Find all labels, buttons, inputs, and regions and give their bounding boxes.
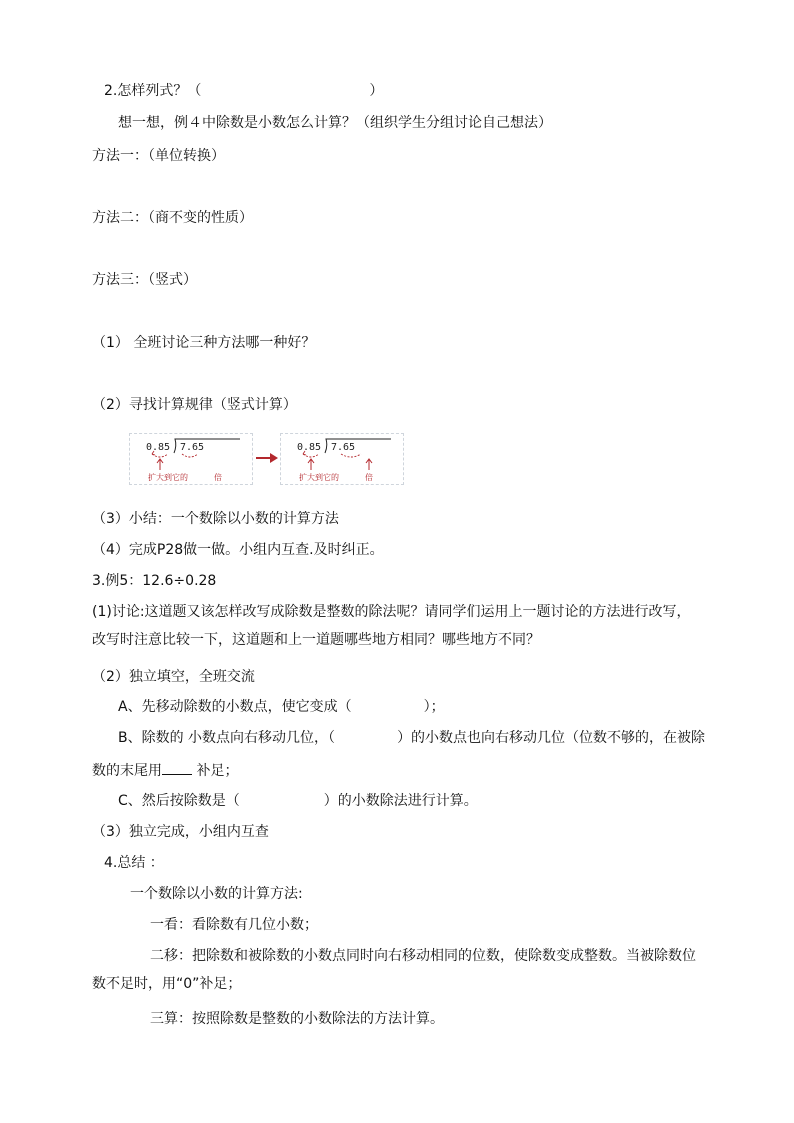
method-3: 方法三：（竖式） [92, 272, 197, 288]
summary-title: 4.总结 ： [104, 855, 164, 871]
item-a [118, 697, 445, 717]
item-b-text: B、除数的 小数点向右移动几位，（ [118, 730, 336, 746]
caption-left: 扩大到它的 [148, 473, 188, 482]
long-division-sketch [281, 434, 403, 484]
think-prompt: 想一想，例４中除数是小数怎么计算？（组织学生分组讨论自己想法） [118, 115, 552, 131]
step-2: （2）寻找计算规律（竖式计算） [92, 397, 297, 413]
summary-look: 一看：看除数有几位小数； [150, 917, 318, 933]
item-b-line2-end: 补足； [192, 763, 239, 779]
example-5-independent: （3）独立完成，小组内互查 [92, 824, 269, 840]
summary-move-text: 二移：把除数和被除数的小数点同时向右移动相同的位数，使除数变成整数。当被除数位数不足时，用“0”补足； [92, 948, 696, 992]
divisor-text: 0.85 [146, 442, 171, 453]
question-2-label: 2.怎样列式？（ [104, 83, 202, 99]
example-5-title: 3.例5：12.6÷0.28 [92, 573, 217, 589]
summary-move [92, 942, 702, 998]
step-3: （3）小结：一个数除以小数的计算方法 [92, 511, 339, 527]
item-b [118, 728, 705, 748]
right-arrow-icon [255, 452, 279, 464]
question-2-close: ） [369, 83, 384, 99]
step-1: （1） 全班讨论三种方法哪一种好？ [92, 335, 316, 351]
item-c [118, 791, 478, 811]
caption-right: 倍 [214, 473, 222, 482]
dividend-text: 7.65 [331, 442, 356, 453]
division-figure-left [129, 433, 253, 485]
question-2 [104, 81, 383, 101]
caption-right: 倍 [365, 473, 373, 482]
item-b-underline-blank[interactable] [162, 760, 192, 775]
summary-calc: 三算：按照除数是整数的小数除法的方法计算。 [150, 1011, 444, 1027]
step-4: （4）完成P28做一做。小组内互查.及时纠正。 [92, 542, 384, 558]
item-b-line2-text: 数的末尾用 [92, 763, 162, 779]
method-2: 方法二：（商不变的性质） [92, 210, 253, 226]
item-a-text: A、先移动除数的小数点，使它变成（ [118, 699, 352, 715]
long-division-sketch [130, 434, 252, 484]
item-b-continued [92, 760, 238, 781]
item-b-end: ）的小数点也向右移动几位（位数不够的，在被除 [397, 730, 706, 746]
divisor-text: 0.85 [297, 442, 322, 453]
division-figure-right [280, 433, 404, 485]
dividend-text: 7.65 [180, 442, 205, 453]
item-c-end: ）的小数除法进行计算。 [323, 793, 478, 809]
example-5-fill-in: （2）独立填空，全班交流 [92, 669, 255, 685]
item-c-text: C、然后按除数是（ [118, 793, 240, 809]
example-5-discussion: (1)讨论:这道题又该怎样改写成除数是整数的除法呢？请同学们运用上一题讨论的方法进行改写，改写时注意比较一下，这道题和上一道题哪些地方相同？哪些地方不同？ [92, 604, 691, 648]
method-1: 方法一：（单位转换） [92, 148, 225, 164]
summary-intro: 一个数除以小数的计算方法: [130, 886, 303, 902]
item-a-end: ）； [423, 699, 445, 715]
caption-left: 扩大到它的 [299, 473, 339, 482]
